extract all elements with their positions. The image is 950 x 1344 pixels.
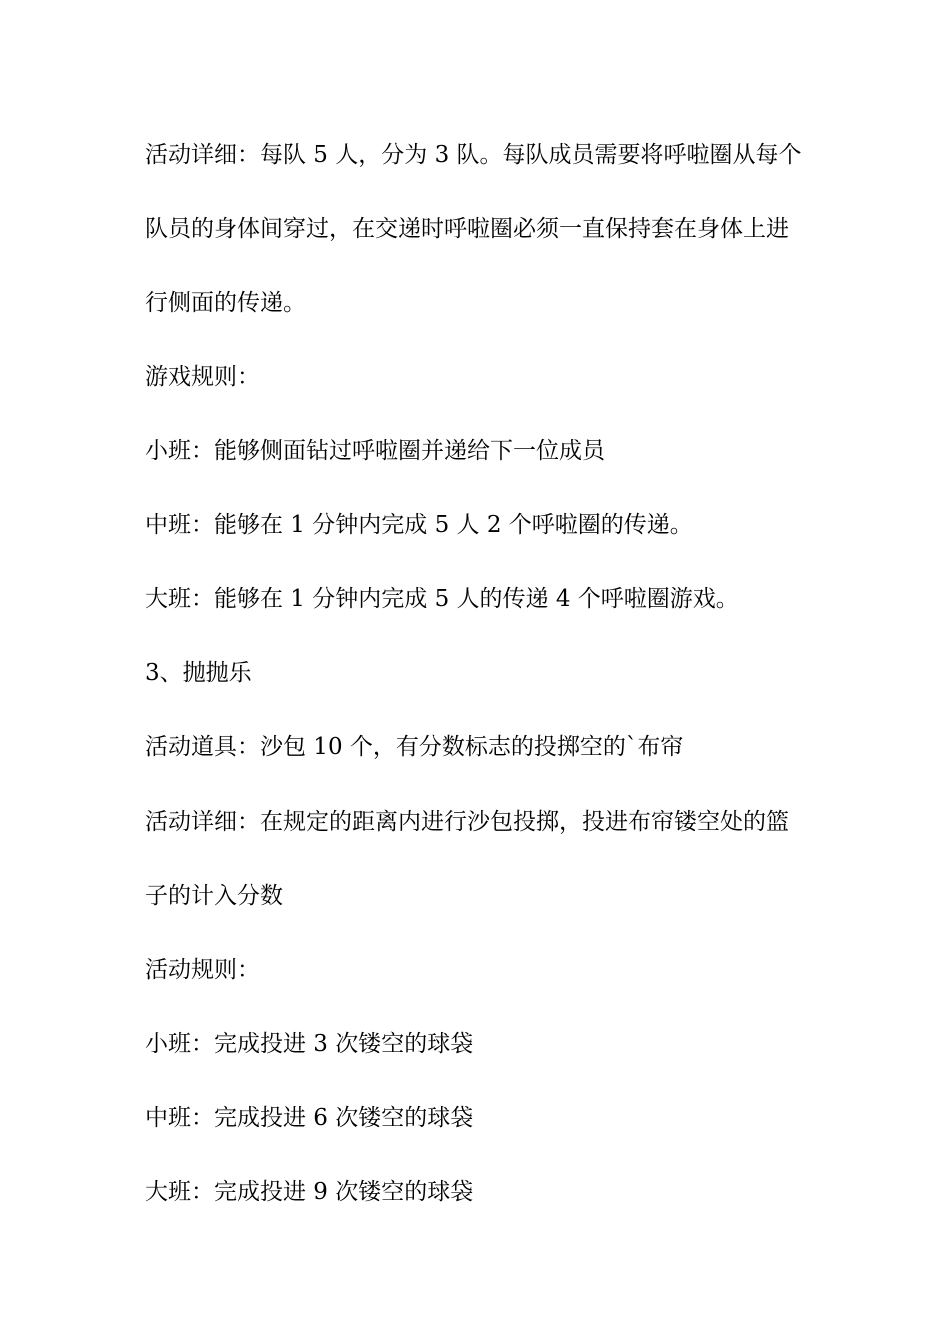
paragraph-game-rules-heading: 游戏规则： bbox=[145, 364, 260, 390]
paragraph-big-class-toss: 大班：完成投进 9 次镂空的球袋 bbox=[145, 1179, 474, 1205]
paragraph-small-class-hoop: 小班：能够侧面钻过呼啦圈并递给下一位成员 bbox=[145, 438, 605, 464]
paragraph-activity-detail-toss: 活动详细：在规定的距离内进行沙包投掷，投进布帘镂空处的篮子的计入分数 bbox=[145, 809, 789, 909]
paragraph-small-class-toss: 小班：完成投进 3 次镂空的球袋 bbox=[145, 1031, 474, 1057]
paragraph-activity-rules-heading: 活动规则： bbox=[145, 957, 260, 983]
paragraph-big-class-hoop: 大班：能够在 1 分钟内完成 5 人的传递 4 个呼啦圈游戏。 bbox=[145, 586, 739, 612]
paragraph-activity-props: 活动道具：沙包 10 个，有分数标志的投掷空的`布帘 bbox=[145, 734, 684, 760]
document-body bbox=[145, 130, 810, 1242]
paragraph-middle-class-hoop: 中班：能够在 1 分钟内完成 5 人 2 个呼啦圈的传递。 bbox=[145, 512, 693, 538]
section-heading-toss: 3、抛抛乐 bbox=[145, 660, 252, 686]
paragraph-activity-detail-hoop: 活动详细：每队 5 人，分为 3 队。每队成员需要将呼啦圈从每个队员的身体间穿过，在交递时呼啦圈必须一直保持套在身体上进行侧面的传递。 bbox=[145, 142, 802, 316]
paragraph-middle-class-toss: 中班：完成投进 6 次镂空的球袋 bbox=[145, 1105, 474, 1131]
